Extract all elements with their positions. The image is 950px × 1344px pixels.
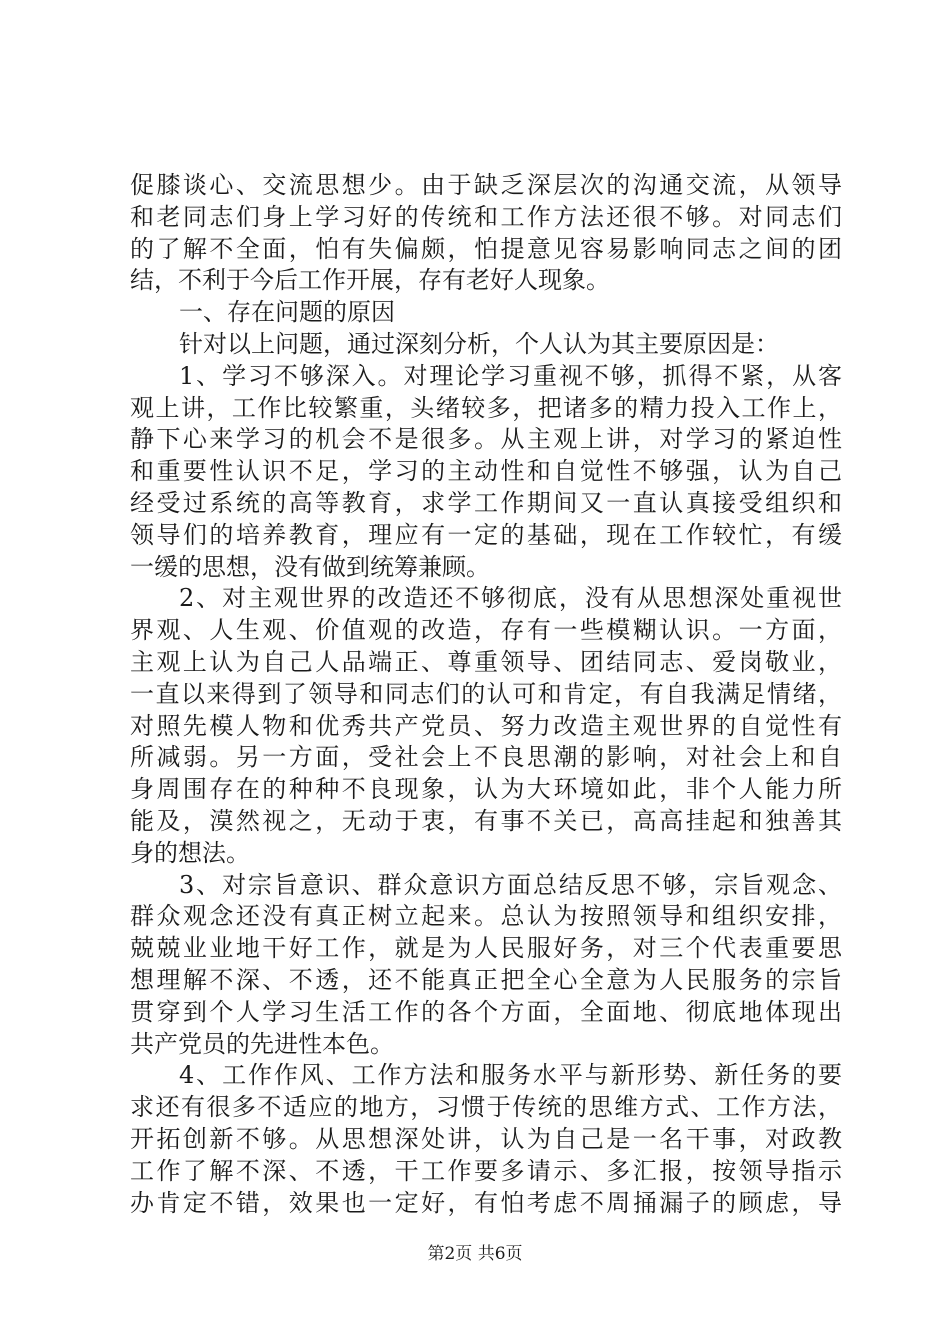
text-line: 针对以上问题，通过深刻分析，个人认为其主要原因是： — [179, 329, 779, 358]
text-line: 能及，漠然视之，无动于衷，有事不关已，高高挂起和独善其 — [130, 806, 842, 835]
text-line: 静下心来学习的机会不是很多。从主观上讲，对学习的紧迫性 — [130, 425, 842, 454]
text-line: 一缓的思想，没有做到统筹兼顾。 — [130, 552, 490, 581]
text-line: 2、对主观世界的改造还不够彻底，没有从思想深处重视世 — [179, 584, 842, 613]
text-line: 开拓创新不够。从思想深处讲，认为自己是一名干事，对政教 — [130, 1124, 842, 1153]
text-line: 和老同志们身上学习好的传统和工作方法还很不够。对同志们 — [130, 202, 842, 231]
text-line: 兢兢业业地干好工作，就是为人民服好务，对三个代表重要思 — [130, 934, 842, 963]
text-line: 和重要性认识不足，学习的主动性和自觉性不够强，认为自己 — [130, 457, 842, 486]
text-line: 4、工作作风、工作方法和服务水平与新形势、新任务的要 — [179, 1061, 842, 1090]
text-line: 1、学习不够深入。对理论学习重视不够，抓得不紧，从客 — [179, 361, 842, 390]
text-line: 一直以来得到了领导和同志们的认可和肯定，有自我满足情绪， — [130, 679, 842, 708]
document-body — [130, 170, 842, 1219]
text-line: 一、存在问题的原因 — [179, 298, 395, 327]
text-line: 3、对宗旨意识、群众意识方面总结反思不够，宗旨观念、 — [179, 870, 842, 899]
text-line: 身的想法。 — [130, 838, 250, 867]
text-line: 群众观念还没有真正树立起来。总认为按照领导和组织安排， — [130, 902, 842, 931]
text-line: 求还有很多不适应的地方，习惯于传统的思维方式、工作方法， — [130, 1093, 842, 1122]
text-line: 共产党员的先进性本色。 — [130, 1029, 394, 1058]
text-line: 身周围存在的种种不良现象，认为大环境如此，非个人能力所 — [130, 775, 842, 804]
text-line: 所减弱。另一方面，受社会上不良思潮的影响，对社会上和自 — [130, 743, 842, 772]
text-line: 办肯定不错，效果也一定好，有怕考虑不周捅漏子的顾虑，导 — [130, 1188, 842, 1217]
text-line: 观上讲，工作比较繁重，头绪较多，把诸多的精力投入工作上， — [130, 393, 842, 422]
text-line: 经受过系统的高等教育，求学工作期间又一直认真接受组织和 — [130, 488, 842, 517]
text-line: 界观、人生观、价值观的改造，存有一些模糊认识。一方面， — [130, 616, 842, 645]
page-footer: 第2页 共6页 — [427, 1244, 523, 1264]
text-line: 贯穿到个人学习生活工作的各个方面，全面地、彻底地体现出 — [130, 997, 842, 1026]
text-line: 促膝谈心、交流思想少。由于缺乏深层次的沟通交流，从领导 — [130, 171, 842, 199]
text-line: 的了解不全面，怕有失偏颇，怕提意见容易影响同志之间的团 — [130, 234, 842, 263]
text-line: 工作了解不深、不透，干工作要多请示、多汇报，按领导指示 — [130, 1156, 842, 1185]
text-line: 对照先模人物和优秀共产党员、努力改造主观世界的自觉性有 — [130, 711, 842, 740]
text-line: 主观上认为自己人品端正、尊重领导、团结同志、爱岗敬业， — [130, 647, 842, 676]
text-line: 结，不利于今后工作开展，存有老好人现象。 — [130, 266, 610, 295]
text-line: 领导们的培养教育，理应有一定的基础，现在工作较忙，有缓 — [130, 520, 842, 549]
text-line: 想理解不深、不透，还不能真正把全心全意为人民服务的宗旨 — [130, 965, 842, 994]
